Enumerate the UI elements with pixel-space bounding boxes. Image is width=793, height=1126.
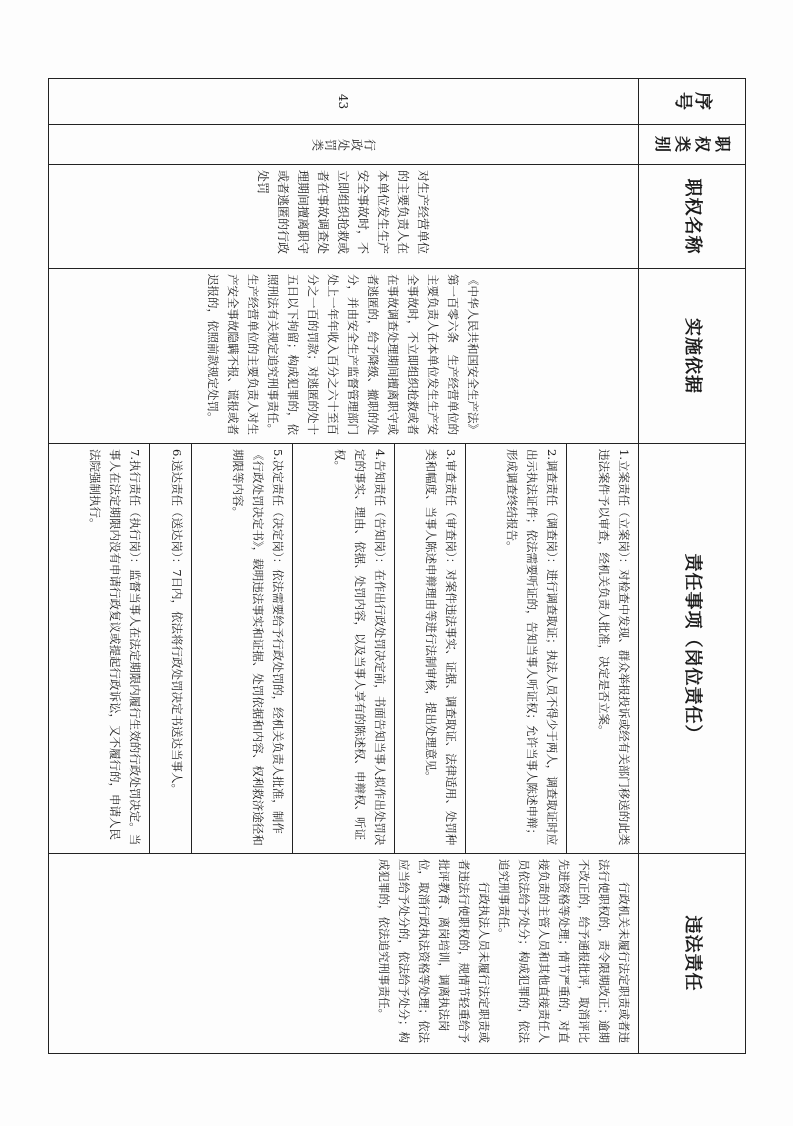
header-liability: 违法责任 xyxy=(639,854,746,1054)
responsibility-item: 4.告知责任（告知岗）：在作出行政处罚决定前，书面告知当事人拟作出处罚决定的事实、理由、依据、处罚内容，以及当事人享有的陈述权、申辩权、听证权。 xyxy=(293,444,394,854)
header-name: 职权名称 xyxy=(639,165,746,269)
responsibility-item: 2.调查责任（调查岗）：进行调查取证；执法人员不得少于两人，调查取证时应出示执法证件；依法需要听证的，告知当事人听证权；允许当事人陈述申辩；形成调查终结报告。 xyxy=(466,444,567,854)
liability-paragraph: 行政执法人员未履行法定职责或者违法行使职权的，规情节轻重给予批评教育、离岗培训，调离执法岗位，取消行政执法资格等处理；依法应当给予处分的，依法给予处分；构成犯罪的，依法追究刑事责任。 xyxy=(377,859,491,1043)
header-seq: 序号 xyxy=(639,79,746,125)
responsibility-item: 1.立案责任（立案岗）：对检查中发现、群众举报投诉或经有关部门移送的此类违法案件予以审查，经机关负责人批准，决定是否立案。 xyxy=(567,444,639,854)
rotated-table-container xyxy=(48,78,746,1053)
liability-paragraph: 行政机关未履行法定职责或者违法行使职权的，责令限期改正；逾期不改正的，给予通报批评，取消评比先进资格等处理；情节严重的，对直接负责的主管人员和其他直接责任人员依法给予处分；构成犯罪的，依法追究刑事责任。 xyxy=(497,859,631,1043)
header-responsibility: 责任事项（岗位责任） xyxy=(639,444,746,854)
responsibility-item: 5.决定责任（决定岗）：依法需要给予行政处罚的，经机关负责人批准，制作《行政处罚决定书》，载明违法事实和证据、处罚依据和内容、权利救济途径和期限等内容。 xyxy=(192,444,293,854)
row-seq: 43 xyxy=(49,79,639,125)
row-authority-name: 对生产经营单位的主要负责人在本单位发生生产安全事故时，不立即组织抢救或者在事故调查处理期间擅离职守或者逃匿的行政处罚 xyxy=(49,165,639,269)
row-liability xyxy=(49,854,639,1054)
authority-table xyxy=(48,78,746,1054)
table-row xyxy=(567,79,639,1054)
row-basis: 《中华人民共和国安全生产法》第一百零六条 生产经营单位的主要负责人在本单位发生生产安全事故时，不立即组织抢救或者在事故调查处理期间擅离职守或者逃匿的，给予降级、撤职的处分，并由安全生产监督管理部门处上一年年收入百分之六十至百分之一百的罚款；对逃匿的处十五日以下拘留；构成犯罪的，依照刑法有关规定追究刑事责任。生产经营单位的主要负责人对生产安全事故隐瞒不报、谎报或者迟报的，依照前款规定处罚。 xyxy=(49,269,639,444)
responsibility-item: 7.执行责任（执行岗）：监督当事人在法定期限内履行生效的行政处罚决定。当事人在法定期限内没有申请行政复议或提起行政诉讼，又不履行的，申请人民法院强制执行。 xyxy=(49,444,150,854)
row-category: 行政处罚类 xyxy=(49,125,639,165)
header-category: 职权类别 xyxy=(639,125,746,165)
header-basis: 实施依据 xyxy=(639,269,746,444)
responsibility-item: 6.送达责任（送达岗）：7日内，依法将行政处罚决定书送达当事人。 xyxy=(150,444,192,854)
header-row xyxy=(639,79,746,1054)
responsibility-item: 3.审查责任（审查岗）：对案件违法事实、证据、调查取证、法律适用、处罚种类和幅度、当事人陈述申辩理由等进行法制审核，提出处理意见。 xyxy=(394,444,466,854)
